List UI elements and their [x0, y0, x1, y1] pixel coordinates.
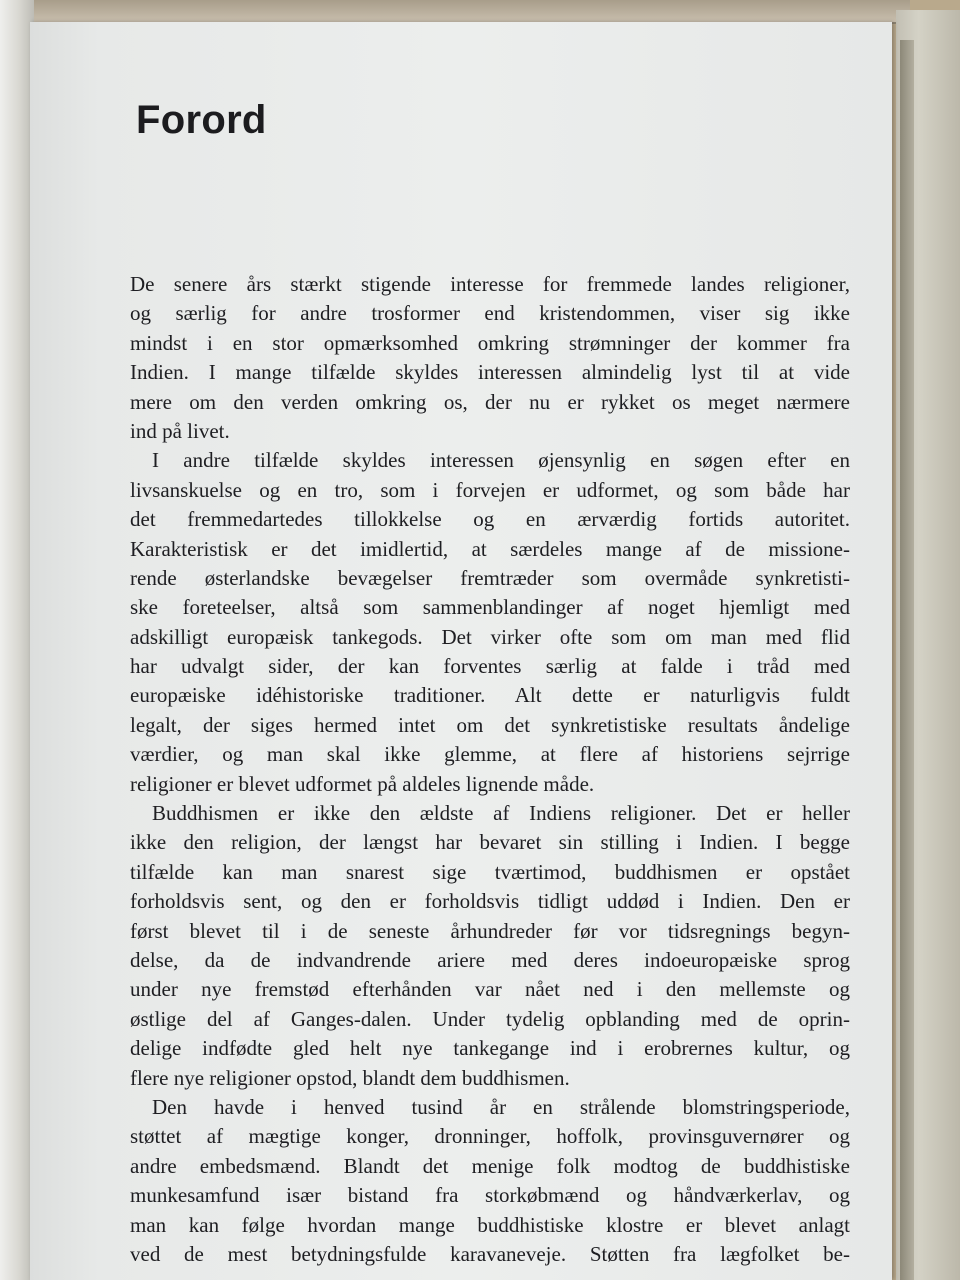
text-line: ind på livet. [130, 418, 230, 443]
page-left-edge [0, 0, 34, 1280]
text-line: østlige del af Ganges-dalen. Under tydelig opblanding med de oprin- [130, 1006, 850, 1031]
text-line: delige indfødte gled helt nye tankegange ind i erobrernes kultur, og [130, 1036, 850, 1061]
text-line: delse, da de indvandrende ariere med deres indoeuropæiske sprog [130, 947, 850, 972]
text-line: munkesamfund især bistand fra storkøbmænd og håndværkerlav, og [130, 1183, 850, 1208]
text-line: har udvalgt sider, der kan forventes særlig at falde i tråd med [130, 654, 850, 679]
text-line: Karakteristisk er det imidlertid, at særdeles mange af de missione- [130, 536, 850, 561]
text-line: man kan følge hvordan mange buddhistiske klostre er blevet anlagt [130, 1212, 850, 1237]
text-line: andre embedsmænd. Blandt det menige folk modtog de buddhistiske [130, 1153, 850, 1178]
body-text [130, 270, 850, 1269]
background-book-spine [900, 40, 914, 1280]
text-line: mindst i en stor opmærksomhed omkring strømninger der kommer fra [130, 330, 850, 355]
text-line: ske foreteelser, altså som sammenblandinger af noget hjemligt med [130, 595, 850, 620]
text-line: I andre tilfælde skyldes interessen øjensynlig en søgen efter en [152, 448, 850, 473]
text-line: mere om den verden omkring os, der nu er rykket os meget nærmere [130, 389, 850, 414]
text-line: rende østerlandske bevægelser fremtræder som overmåde synkretisti- [130, 565, 850, 590]
text-line: De senere års stærkt stigende interesse for fremmede landes religioner, [130, 272, 850, 296]
text-line: Den havde i henved tusind år en strålende blomstringsperiode, [152, 1094, 850, 1119]
text-line: ikke den religion, der længst har bevaret sin stilling i Indien. I begge [130, 830, 850, 855]
page-heading: Forord [136, 98, 267, 142]
text-line: først blevet til i de seneste århundreder før vor tidsregnings begyn- [130, 918, 850, 943]
text-line: flere nye religioner opstod, blandt dem buddhismen. [130, 1065, 570, 1090]
text-line: legalt, der siges hermed intet om det synkretistiske resultats åndelige [130, 712, 850, 737]
text-line: Indien. I mange tilfælde skyldes interessen almindelig lyst til at vide [130, 360, 850, 385]
text-line: ved de mest betydningsfulde karavaneveje. Støtten fra lægfolket be- [130, 1241, 850, 1266]
text-line: adskilligt europæisk tankegods. Det virker ofte som om man med flid [130, 624, 850, 649]
text-line: forholdsvis sent, og den er forholdsvis tidligt uddød i Indien. Den er [130, 889, 850, 914]
background-book-top [30, 0, 910, 24]
text-line: europæiske idéhistoriske traditioner. Alt dette er naturligvis fuldt [130, 683, 850, 708]
text-line: religioner er blevet udformet på aldeles lignende måde. [130, 771, 595, 796]
book-page [30, 22, 892, 1280]
text-line: støttet af mægtige konger, dronninger, hoffolk, provinsguvernører og [130, 1124, 850, 1149]
text-line: Buddhismen er ikke den ældste af Indiens religioner. Det er heller [152, 801, 850, 826]
text-line: det fremmedartedes tillokkelse og en ærværdig fortids autoritet. [130, 507, 850, 532]
text-line: tilfælde kan man snarest sige tværtimod, buddhismen er opstået [130, 859, 850, 884]
text-line: og særlig for andre trosformer end kristendommen, viser sig ikke [130, 301, 850, 326]
text-line: livsanskuelse og en tro, som i forvejen er udformet, og som både har [130, 477, 850, 502]
text-line: under nye fremstød efterhånden var nået ned i den mellemste og [130, 977, 850, 1002]
text-line: værdier, og man skal ikke glemme, at flere af historiens sejrrige [130, 742, 850, 767]
